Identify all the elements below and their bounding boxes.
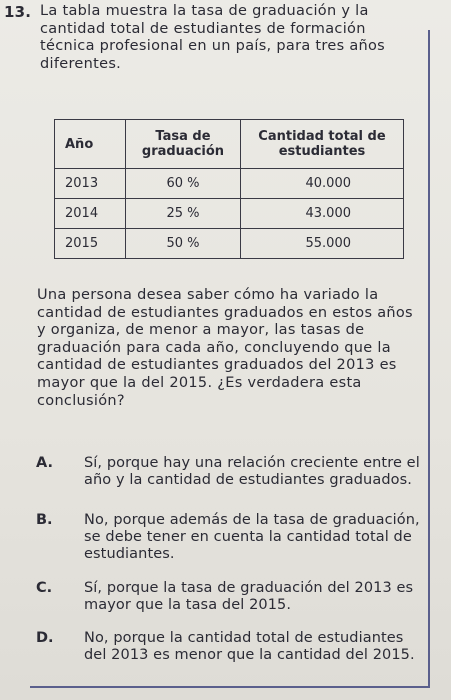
option-c-text[interactable]: Sí, porque la tasa de graduación del 2013 es mayor que la tasa del 2015. [84,580,414,613]
option-b-letter[interactable]: B. [36,512,53,528]
question-stem: La tabla muestra la tasa de graduación y la cantidad total de estudiantes de formación técnica profesional en un país, para tres años diferentes. [40,3,386,72]
cell-rate: 60 % [126,169,241,199]
option-c-letter[interactable]: C. [36,580,53,596]
data-table [54,119,404,259]
cell-year: 2015 [55,229,126,259]
cell-year: 2013 [55,169,126,199]
cell-total: 43.000 [240,199,403,229]
table-row [55,229,404,259]
table-row [55,199,404,229]
option-b-text[interactable]: No, porque además de la tasa de graduación, se debe tener en cuenta la cantidad total de estudiantes. [84,512,420,562]
cell-rate: 25 % [126,199,241,229]
option-d-letter[interactable]: D. [36,630,54,646]
cell-total: 40.000 [240,169,403,199]
option-d-text[interactable]: No, porque la cantidad total de estudiantes del 2013 es menor que la cantidad del 2015. [84,630,415,663]
question-number: 13. [4,3,32,21]
option-a-letter[interactable]: A. [36,455,53,471]
cell-total: 55.000 [240,229,403,259]
cell-year: 2014 [55,199,126,229]
table-row [55,169,404,199]
margin-rule-right [428,30,430,688]
scenario-paragraph: Una persona desea saber cómo ha variado la cantidad de estudiantes graduados en estos años y organiza, de menor a mayor, las tasas de graduación para cada año, concluyendo que la cantidad de estudiantes graduados del 2013 es mayor que la del 2015. ¿Es verdadera esta conclusión? [37,287,413,409]
header-total-students: Cantidad total de estudiantes [240,120,403,169]
margin-rule-bottom [30,686,430,688]
option-a-text[interactable]: Sí, porque hay una relación creciente entre el año y la cantidad de estudiantes graduados. [84,455,420,488]
header-graduation-rate: Tasa de graduación [126,120,241,169]
table-header-row [55,120,404,169]
header-year: Año [55,120,126,169]
cell-rate: 50 % [126,229,241,259]
